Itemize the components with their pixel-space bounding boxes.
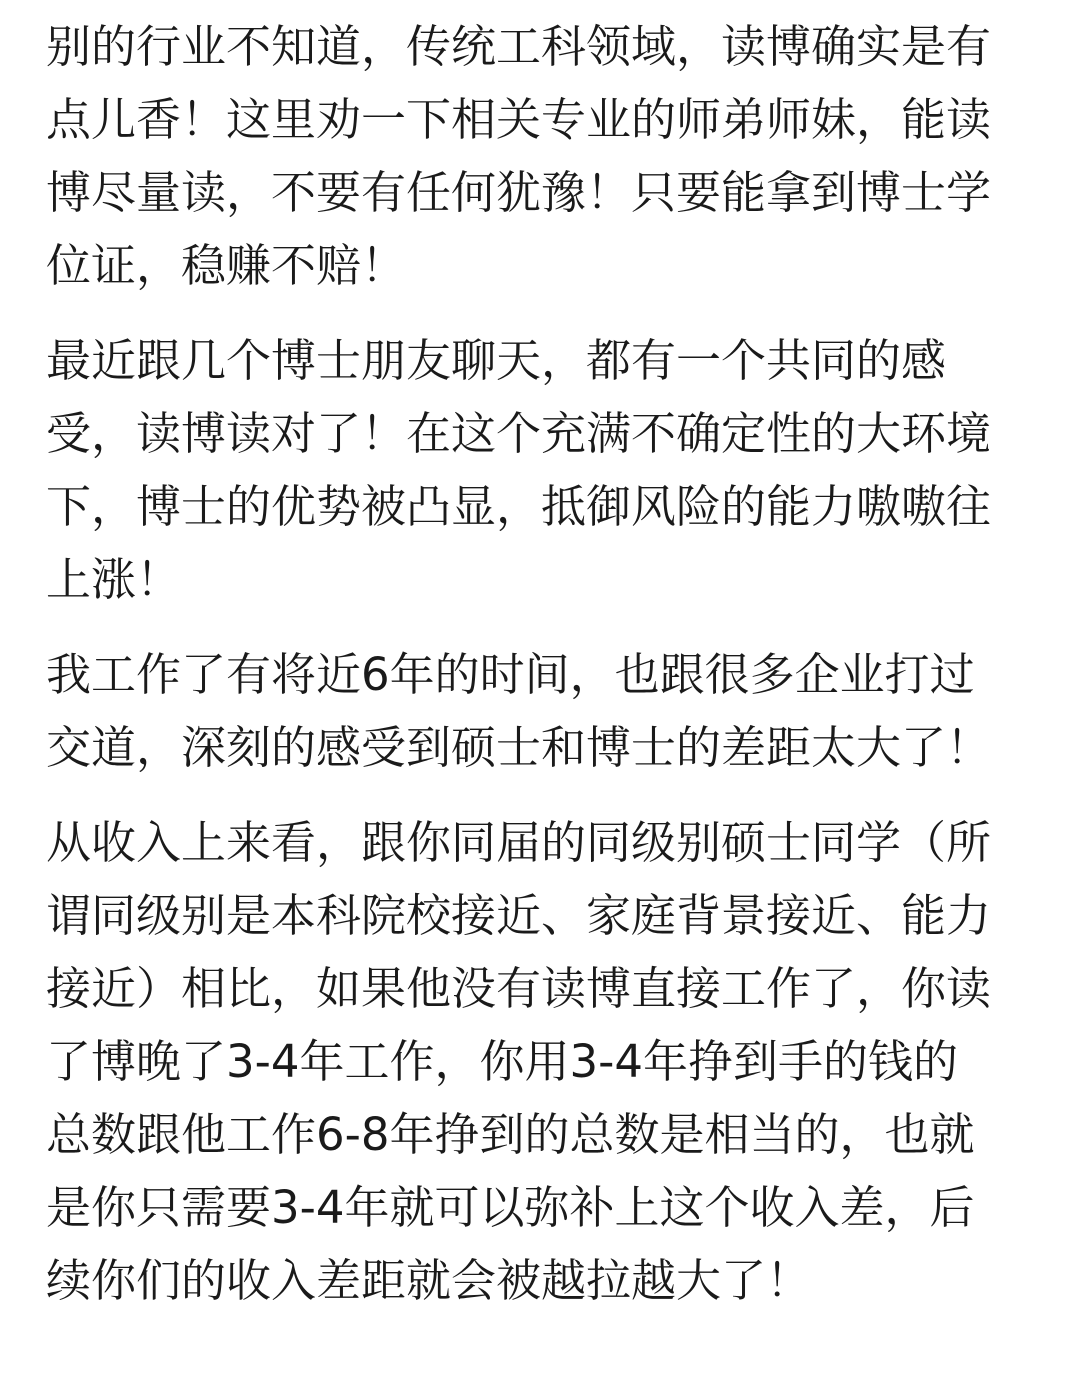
text-line: 点儿香！这里劝一下相关专业的师弟师妹，能读 [46,93,992,146]
text-line: 下，博士的优势被凸显，抵御风险的能力嗷嗷往 [46,480,992,533]
text-line: 接近）相比，如果他没有读博直接工作了，你读 [46,962,992,1015]
article-body [46,10,1036,1317]
text-line: 别的行业不知道，传统工科领域，读博确实是有 [46,20,992,73]
text-line: 是你只需要3-4年就可以弥补上这个收入差，后 [46,1181,975,1234]
text-line: 从收入上来看，跟你同届的同级别硕士同学（所 [46,816,992,869]
text-line: 上涨！ [46,553,182,606]
text-line: 了博晚了3-4年工作，你用3-4年挣到手的钱的 [46,1035,958,1088]
text-line: 位证，稳赚不赔！ [46,239,407,292]
paragraph-3 [46,638,1036,784]
text-line: 我工作了有将近6年的时间，也跟很多企业打过 [46,648,975,701]
paragraph-2 [46,324,1036,616]
text-line: 最近跟几个博士朋友聊天，都有一个共同的感 [46,334,947,387]
text-line: 总数跟他工作6-8年挣到的总数是相当的，也就 [46,1108,975,1161]
text-line: 谓同级别是本科院校接近、家庭背景接近、能力 [46,889,992,942]
paragraph-4 [46,806,1036,1317]
text-line: 受，读博读对了！在这个充满不确定性的大环境 [46,407,992,460]
text-line: 交道，深刻的感受到硕士和博士的差距太大了！ [46,721,992,774]
text-line: 续你们的收入差距就会被越拉越大了！ [46,1254,812,1307]
text-line: 博尽量读，不要有任何犹豫！只要能拿到博士学 [46,166,992,219]
paragraph-1 [46,10,1036,302]
